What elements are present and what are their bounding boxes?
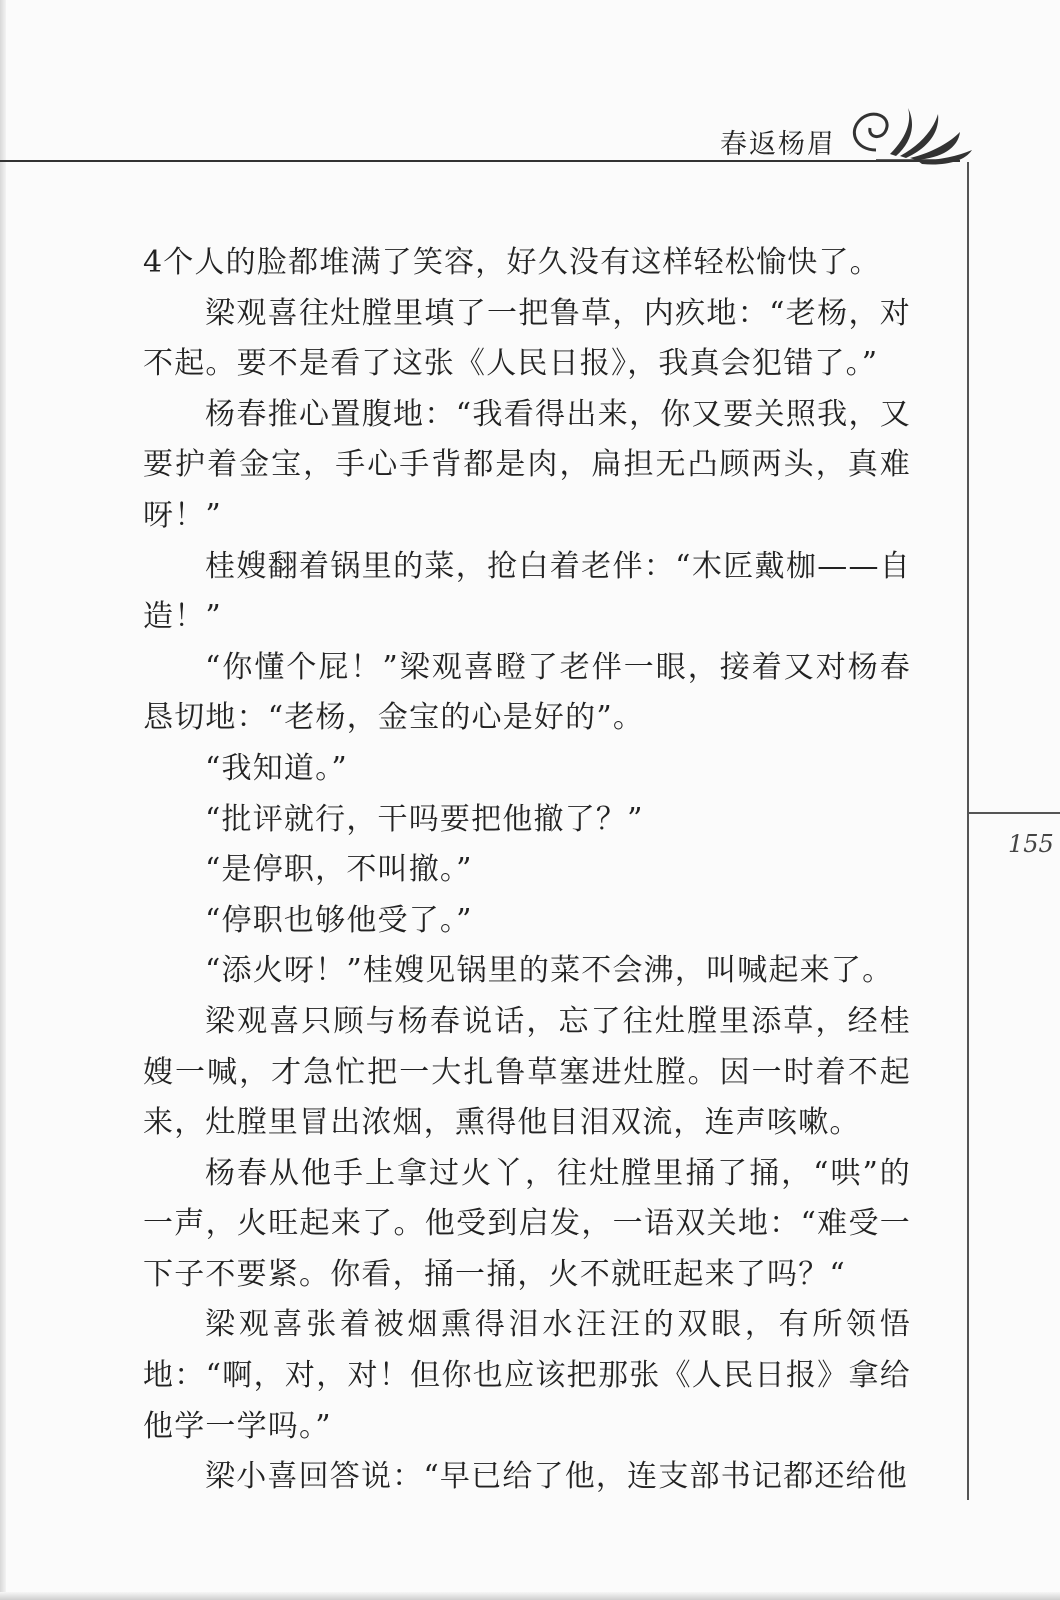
- running-header-title: 春返杨眉: [720, 129, 836, 160]
- page-number: 155: [1008, 830, 1054, 858]
- paragraph: 杨春从他手上拿过火丫，往灶膛里捅了捅，“哄”的一声，火旺起来了。他受到启发，一语双关地：“难受一下子不要紧。你看，捅一捅，火不就旺起来了吗？“: [143, 1155, 911, 1292]
- paragraph: 梁观喜张着被烟熏得泪水汪汪的双眼，有所领悟地：“啊，对，对！但你也应该把那张《人民日报》拿给他学一学吗。”: [143, 1307, 911, 1444]
- page-number-rule: [969, 812, 1060, 814]
- swirl-ornament-icon: [846, 98, 976, 168]
- right-margin-rule-upper: [967, 162, 969, 812]
- scan-edge-shadow: [0, 0, 6, 1600]
- paragraph: 梁小喜回答说：“早已给了他，连支部书记都还给他: [205, 1459, 908, 1495]
- paragraph: 梁观喜往灶膛里填了一把鲁草，内疚地：“老杨，对不起。要不是看了这张《人民日报》，我真会犯错了。”: [143, 295, 911, 382]
- right-margin-rule-lower: [967, 812, 969, 1500]
- header-rule: [0, 160, 960, 162]
- paragraph: “我知道。”: [205, 750, 348, 786]
- scan-bottom-shadow: [0, 1592, 1060, 1600]
- body-text: [143, 238, 911, 1503]
- paragraph: “停职也够他受了。”: [205, 902, 473, 938]
- paragraph: 梁观喜只顾与杨春说话，忘了往灶膛里添草，经桂嫂一喊，才急忙把一大扎鲁草塞进灶膛。因一时着不起来，灶膛里冒出浓烟，熏得他目泪双流，连声咳嗽。: [143, 1003, 911, 1141]
- paragraph: 4个人的脸都堆满了笑容，好久没有这样轻松愉快了。: [143, 245, 881, 280]
- paragraph: “你懂个屁！”梁观喜瞪了老伴一眼，接着又对杨春恳切地：“老杨，金宝的心是好的”。: [143, 649, 911, 736]
- paragraph: 桂嫂翻着锅里的菜，抢白着老伴：“木匠戴枷——自造！”: [143, 548, 911, 635]
- paragraph: “批评就行，干吗要把他撤了？”: [205, 801, 644, 837]
- paragraph: “添火呀！”桂嫂见锅里的菜不会沸，叫喊起来了。: [205, 953, 894, 989]
- paragraph: 杨春推心置腹地：“我看得出来，你又要关照我，又要护着金宝，手心手背都是肉，扁担无凸顾两头，真难呀！”: [143, 396, 911, 533]
- paragraph: “是停职，不叫撤。”: [205, 852, 473, 888]
